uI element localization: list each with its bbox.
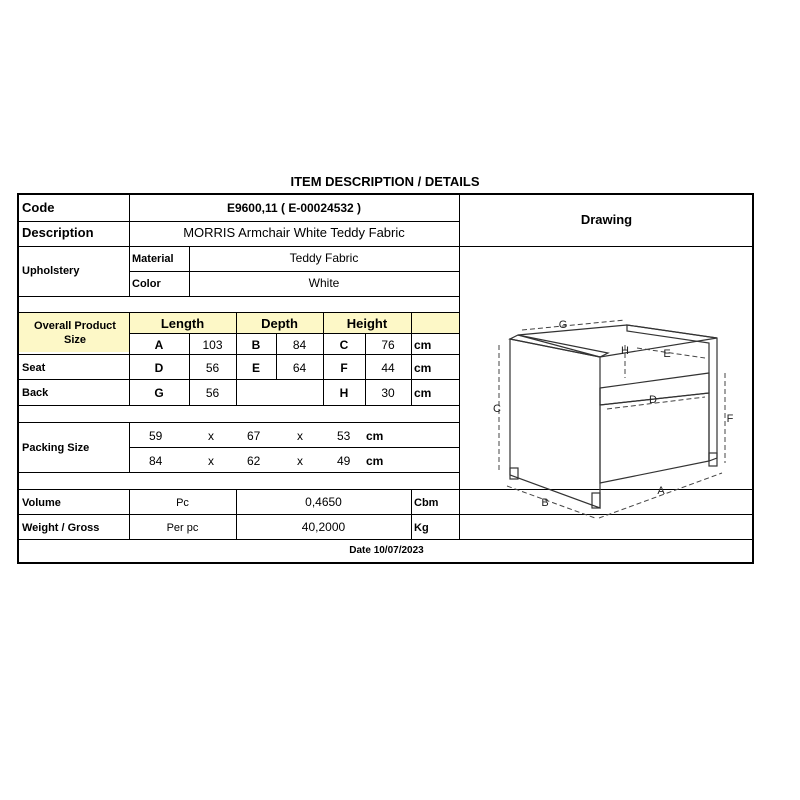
dim-value-a: 103	[202, 338, 223, 352]
packing-x: x	[208, 454, 214, 468]
overall-size-label: Overall Product Size	[34, 320, 116, 346]
packing-size-label: Packing Size	[22, 442, 90, 454]
dim-letter-f: F	[340, 361, 348, 375]
code-value: E9600,11 ( E-00024532 )	[226, 201, 362, 215]
dimension-letter-d: D	[649, 394, 657, 406]
weight-per: Per pc	[166, 522, 199, 534]
packing-depth: 67	[247, 429, 261, 443]
code-label: Code	[22, 200, 55, 215]
dimension-letter-h: H	[621, 345, 629, 357]
dimension-letter-b: B	[541, 497, 549, 509]
upholstery-label: Upholstery	[22, 265, 80, 277]
dimension-letter-a: A	[657, 485, 665, 497]
drawing-label: Drawing	[580, 212, 633, 227]
packing-x: x	[208, 429, 214, 443]
armchair-drawing	[477, 303, 745, 525]
dim-value-b: 84	[292, 338, 307, 352]
length-header: Length	[160, 316, 205, 331]
sheet-title: ITEM DESCRIPTION / DETAILS	[290, 174, 480, 189]
volume-value: 0,4650	[305, 495, 342, 509]
dimension-line-e	[637, 348, 705, 358]
weight-unit: Kg	[414, 522, 429, 534]
dim-letter-c: C	[339, 338, 349, 352]
packing-height: 53	[337, 429, 351, 443]
dimension-letter-c: C	[493, 403, 501, 415]
material-value: Teddy Fabric	[289, 251, 359, 265]
packing-unit: cm	[366, 454, 384, 468]
weight-value: 40,2000	[301, 520, 346, 534]
dimension-letter-f: F	[726, 413, 734, 425]
dim-value-h: 30	[381, 386, 395, 400]
overall-unit: cm	[414, 338, 432, 352]
dimension-letter-e: E	[663, 348, 671, 360]
depth-header: Depth	[261, 316, 298, 331]
seat-label: Seat	[22, 362, 46, 374]
left-arm-front	[510, 339, 600, 508]
packing-depth: 62	[247, 454, 261, 468]
color-value: White	[308, 276, 340, 290]
volume-label: Volume	[22, 497, 61, 509]
color-label: Color	[132, 278, 161, 290]
weight-label: Weight / Gross	[22, 522, 100, 534]
dim-letter-g: G	[154, 386, 164, 400]
packing-width: 84	[149, 454, 163, 468]
dim-value-d: 56	[205, 361, 220, 375]
height-header: Height	[346, 316, 388, 331]
dim-letter-d: D	[154, 361, 164, 375]
volume-per: Pc	[176, 497, 189, 509]
dim-value-g: 56	[205, 386, 220, 400]
back-unit: cm	[414, 386, 432, 400]
description-label: Description	[22, 225, 94, 240]
packing-width: 59	[149, 429, 163, 443]
dim-value-e: 64	[292, 361, 307, 375]
dimension-line-b	[507, 486, 595, 518]
packing-unit: cm	[366, 429, 384, 443]
dim-letter-e: E	[251, 361, 260, 375]
packing-x: x	[297, 454, 303, 468]
dim-value-f: 44	[381, 361, 395, 375]
packing-x: x	[297, 429, 303, 443]
description-value: MORRIS Armchair White Teddy Fabric	[183, 225, 405, 240]
dim-letter-h: H	[339, 386, 349, 400]
material-label: Material	[132, 253, 174, 265]
seat-unit: cm	[414, 361, 432, 375]
dimension-letter-g: G	[558, 319, 568, 331]
dim-value-c: 76	[381, 338, 395, 352]
date-label: Date 10/07/2023	[349, 545, 424, 556]
dim-letter-b: B	[251, 338, 261, 352]
back-label: Back	[22, 387, 49, 399]
volume-unit: Cbm	[414, 497, 439, 509]
dim-letter-a: A	[154, 338, 164, 352]
dimension-line-g	[522, 320, 625, 330]
packing-height: 49	[337, 454, 351, 468]
